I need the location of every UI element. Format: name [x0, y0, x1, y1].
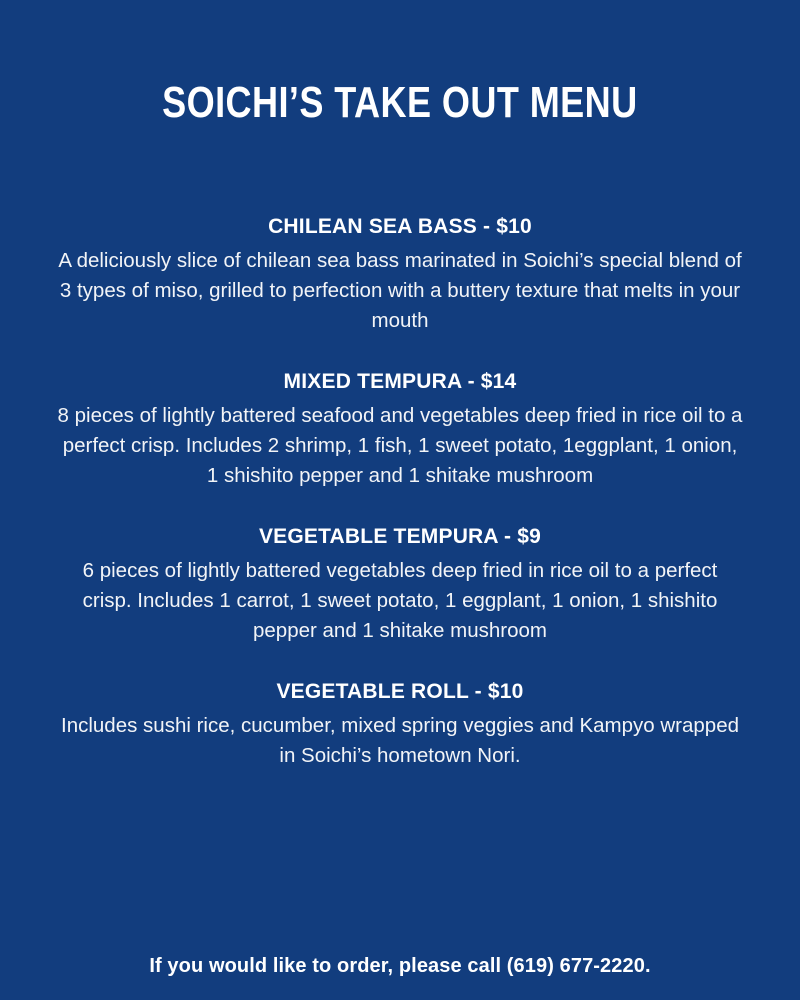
- menu-item-description: Includes sushi rice, cucumber, mixed spring veggies and Kampyo wrapped in Soichi’s hometown Nori.: [61, 714, 739, 768]
- menu-item-description: 8 pieces of lightly battered seafood and vegetables deep fried in rice oil to a perfect crisp. Includes 2 shrimp, 1 fish, 1 sweet potato, 1eggplant, 1 onion, 1 shishito pepper and 1 shitake mushroom: [57, 404, 743, 488]
- menu-item-heading: MIXED TEMPURA - $14: [283, 370, 517, 394]
- menu-item: [50, 215, 750, 336]
- menu-item-heading: CHILEAN SEA BASS - $10: [268, 215, 532, 239]
- menu-item: [50, 370, 750, 491]
- order-phone-note: If you would like to order, please call (619) 677-2220.: [149, 955, 651, 977]
- page-title: SOICHI’S TAKE OUT MENU: [162, 78, 638, 127]
- menu-item-description: A deliciously slice of chilean sea bass marinated in Soichi’s special blend of 3 types of miso, grilled to perfection with a buttery texture that melts in your mouth: [58, 249, 742, 333]
- menu-item-description: 6 pieces of lightly battered vegetables deep fried in rice oil to a perfect crisp. Includes 1 carrot, 1 sweet potato, 1 eggplant, 1 onion, 1 shishito pepper and 1 shitake mushroom: [82, 559, 718, 643]
- menu-item-list: [50, 215, 750, 771]
- menu-item-heading: VEGETABLE TEMPURA - $9: [258, 525, 542, 549]
- menu-item-heading: VEGETABLE ROLL - $10: [276, 680, 524, 704]
- menu-item: [50, 680, 750, 771]
- menu-item: [50, 525, 750, 646]
